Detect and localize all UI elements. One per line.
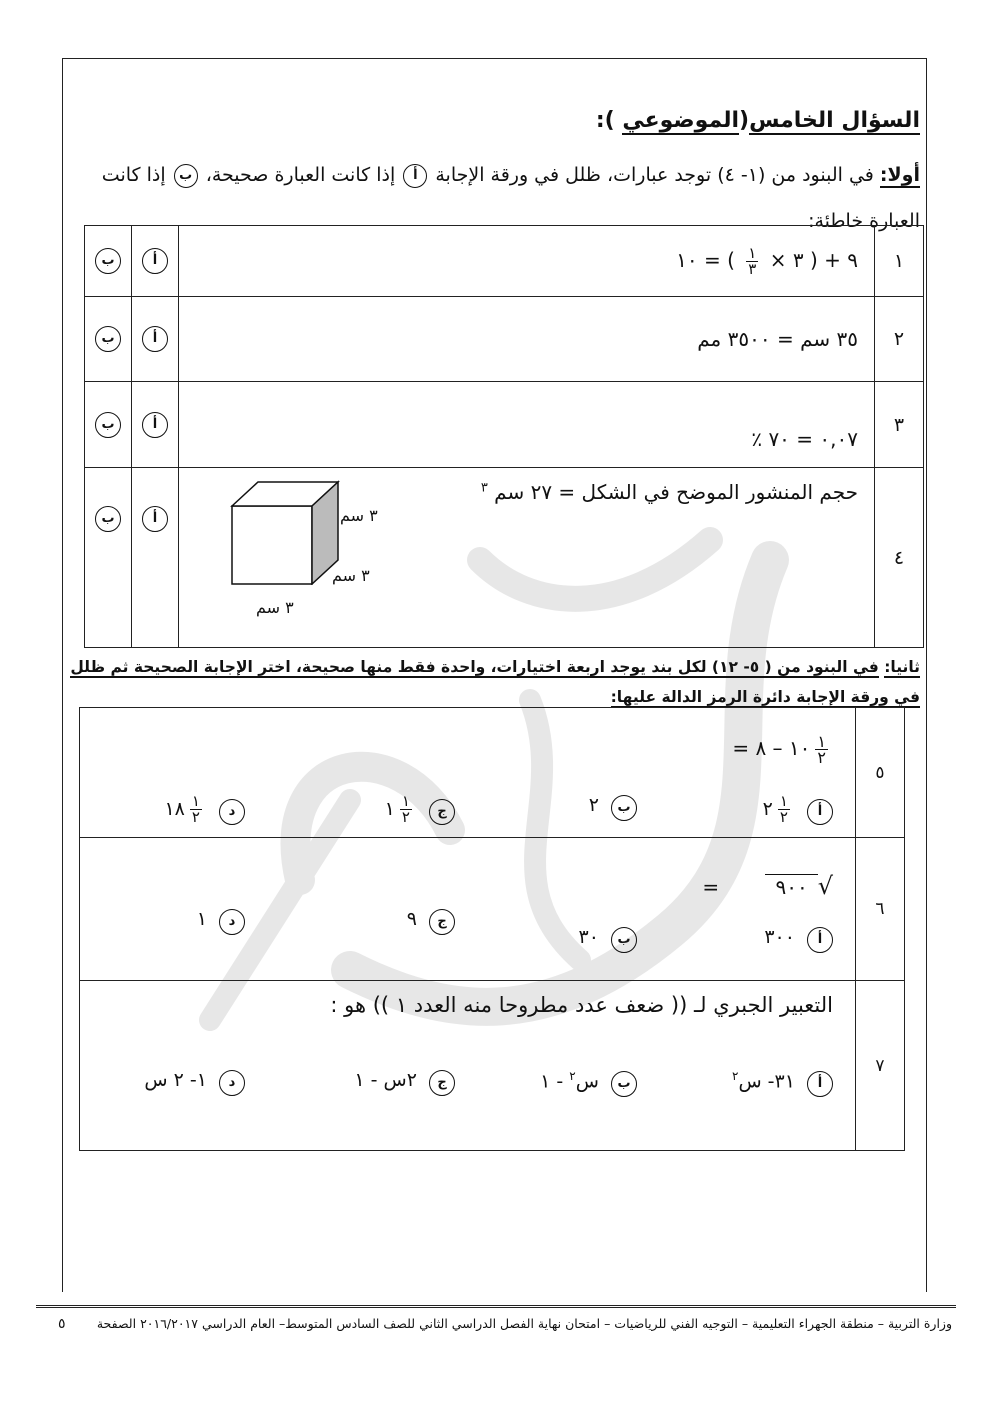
choice-text: ١- ٢ س <box>144 1069 207 1091</box>
choice-text: ٢س - ١ <box>354 1069 417 1091</box>
true-false-table <box>84 225 924 648</box>
statement-cell: ٠,٠٧ = ٧٠ ٪ <box>179 382 875 468</box>
fraction-denominator: ٢ <box>779 808 788 826</box>
fraction-denominator: ٢ <box>401 808 410 826</box>
fraction-denominator: ٢ <box>817 748 826 767</box>
fraction-numerator: ١ <box>779 792 788 810</box>
item1-fraction <box>746 243 758 278</box>
answer-a-cell <box>132 297 179 382</box>
part1-instr-a: في البنود من (١- ٤) توجد عبارات، ظلل في ورقة الإجابة <box>435 164 874 186</box>
choice-whole: ١٨ <box>164 798 185 820</box>
stem-fraction <box>815 734 828 765</box>
title-paren-close: ): <box>595 108 623 133</box>
part2-instructions <box>66 652 920 712</box>
title-paren-open: ( <box>739 108 750 133</box>
option-a-bubble[interactable]: أ <box>142 412 168 438</box>
fraction-numerator: ١ <box>817 732 826 751</box>
option-a-bubble[interactable]: أ <box>142 326 168 352</box>
choice-a[interactable] <box>732 1069 833 1097</box>
mc-row <box>80 838 905 981</box>
item-number: ٦ <box>856 838 905 981</box>
choice-d[interactable] <box>164 794 245 825</box>
question-title <box>596 108 920 133</box>
option-b-bubble[interactable]: ب <box>95 326 121 352</box>
answer-a-cell <box>132 468 179 648</box>
choice-whole: ٢ <box>762 798 773 820</box>
choice-d[interactable] <box>144 1069 245 1096</box>
item-number: ٧ <box>856 981 905 1151</box>
mc-item-body <box>80 708 856 838</box>
choice-superscript: ٢ <box>569 1069 576 1083</box>
circle-a-icon: أ <box>403 164 427 188</box>
option-b-bubble[interactable]: ب <box>95 412 121 438</box>
item4-text: حجم المنشور الموضح في الشكل = ٢٧ سم <box>494 480 858 504</box>
choice-d[interactable] <box>197 908 245 935</box>
option-b-bubble[interactable]: ب <box>95 506 121 532</box>
part1-instr-b: إذا كانت العبارة صحيحة، <box>205 164 396 186</box>
question-title-main: السؤال الخامس <box>749 108 920 133</box>
choice-c-bubble[interactable]: ج <box>429 1070 455 1096</box>
choice-fraction <box>778 794 790 825</box>
stem-rest: – ٨ = <box>732 736 783 760</box>
mc-item-body <box>80 838 856 981</box>
choice-a[interactable] <box>764 926 833 953</box>
choice-c[interactable] <box>407 908 455 935</box>
choice-text: ١ <box>196 908 207 930</box>
choice-c[interactable] <box>354 1069 455 1096</box>
choice-text: ٢ <box>588 794 599 816</box>
footer-rule <box>36 1305 956 1308</box>
part2-instr-1: في البنود من ( ٥- ١٢) لكل بند يوجد اربعة اختيارات، واحدة فقط منها صحيحة، اختر الإجابة الصحيحة ثم ظلل <box>70 658 879 676</box>
cube-dim-depth: ٣ سم <box>332 566 370 585</box>
part2-line1 <box>66 652 920 682</box>
item1-part-right: ٩ + <box>824 247 858 272</box>
choice-a-bubble[interactable]: أ <box>807 799 833 825</box>
cube-figure <box>230 480 340 585</box>
statement-cell: ٣٥ سم = ٣٥٠٠ مم <box>179 297 875 382</box>
statement-cell <box>179 226 875 297</box>
item5-stem <box>732 734 833 765</box>
item-number: ٢ <box>875 297 924 382</box>
choice-a[interactable] <box>763 794 833 825</box>
tf-row <box>85 297 924 382</box>
option-a-bubble[interactable]: أ <box>142 248 168 274</box>
choice-b[interactable] <box>589 794 637 821</box>
item6-stem <box>702 872 833 900</box>
item-number: ١ <box>875 226 924 297</box>
item4-superscript: ٣ <box>480 480 488 496</box>
tf-row <box>85 226 924 297</box>
answer-b-cell <box>85 226 132 297</box>
option-a-bubble[interactable]: أ <box>142 506 168 532</box>
multiple-choice-table <box>79 707 905 1151</box>
question-title-sub: الموضوعي <box>622 108 740 133</box>
page-number: ٥ <box>58 1316 66 1332</box>
answer-b-cell <box>85 468 132 648</box>
stem-rest: = <box>702 875 720 899</box>
choice-d-bubble[interactable]: د <box>219 1070 245 1096</box>
choice-text: ٣١- س <box>738 1070 795 1093</box>
choice-d-bubble[interactable]: د <box>219 909 245 935</box>
fraction-numerator: ١ <box>191 792 200 810</box>
cube-dim-width: ٣ سم <box>256 598 294 617</box>
answer-a-cell <box>132 226 179 297</box>
choice-b-bubble[interactable]: ب <box>611 927 637 953</box>
choice-c-bubble[interactable]: ج <box>429 799 455 825</box>
item1-part-mid: ( ٣ × <box>769 247 818 272</box>
answer-b-cell <box>85 382 132 468</box>
choice-whole: ١ <box>384 798 395 820</box>
item-number: ٣ <box>875 382 924 468</box>
choice-b-bubble[interactable]: ب <box>611 1071 637 1097</box>
choice-text: ٩ <box>406 908 417 930</box>
choice-superscript: ٢ <box>731 1069 739 1083</box>
mc-row <box>80 981 905 1151</box>
choice-fraction <box>190 794 202 825</box>
part2-instr-2: في ورقة الإجابة دائرة الرمز الدالة عليها: <box>610 688 920 706</box>
choice-b-bubble[interactable]: ب <box>611 795 637 821</box>
choice-text: ٣٠ <box>578 926 599 948</box>
footer-text: وزارة التربية – منطقة الجهراء التعليمية – التوجيه الفني للرياضيات – امتحان نهاية الفصل الدراسي الثاني للصف السادس المتوسط– العام الدراسي ٢٠١٦/٢٠١٧ الصفحة <box>96 1316 952 1331</box>
option-b-bubble[interactable]: ب <box>95 248 121 274</box>
tf-row <box>85 468 924 648</box>
choice-c-bubble[interactable]: ج <box>429 909 455 935</box>
item7-stem: التعبير الجبري لـ (( ضعف عدد مطروحا منه العدد ١ )) هو : <box>330 993 833 1017</box>
choice-d-bubble[interactable]: د <box>219 799 245 825</box>
choice-a-bubble[interactable]: أ <box>807 927 833 953</box>
fraction-numerator: ١ <box>748 243 757 262</box>
cube-dim-height: ٣ سم <box>340 506 378 525</box>
choice-fraction <box>400 794 412 825</box>
fraction-denominator: ٣ <box>748 259 757 278</box>
tf-row <box>85 382 924 468</box>
mc-item-body <box>80 981 856 1151</box>
sqrt-sign-icon: √ <box>817 872 833 900</box>
part1-instr-c: إذا كانت العبارة خاطئة: <box>101 164 920 232</box>
circle-b-icon: ب <box>174 164 198 188</box>
fraction-numerator: ١ <box>401 792 410 810</box>
fraction-denominator: ٢ <box>191 808 200 826</box>
part1-label: أولا: <box>879 164 920 186</box>
choice-b[interactable] <box>579 926 637 953</box>
stem-radicand: ٩٠٠ <box>765 874 817 899</box>
answer-b-cell <box>85 297 132 382</box>
choice-b[interactable] <box>540 1069 637 1097</box>
choice-text: س <box>575 1070 599 1093</box>
item1-part-left: ) = ١٠ <box>676 247 735 272</box>
choice-a-bubble[interactable]: أ <box>807 1071 833 1097</box>
mc-row <box>80 708 905 838</box>
answer-a-cell <box>132 382 179 468</box>
stem-whole: ١٠ <box>788 736 811 760</box>
choice-text-after: - ١ <box>540 1070 570 1093</box>
item-number: ٥ <box>856 708 905 838</box>
item-number: ٤ <box>875 468 924 648</box>
choice-c[interactable] <box>385 794 455 825</box>
part2-label: ثانيا: <box>884 658 920 676</box>
choice-text: ٣٠٠ <box>764 926 795 948</box>
